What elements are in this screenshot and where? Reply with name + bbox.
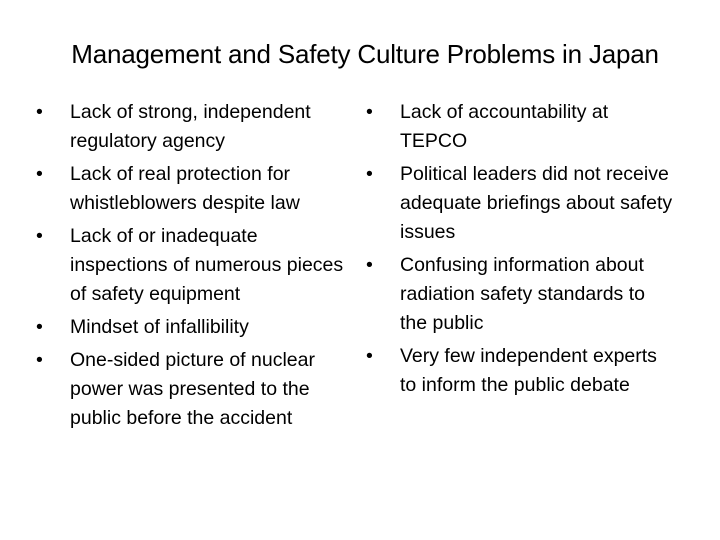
list-item: [36, 160, 356, 218]
left-bullet-list: [36, 98, 356, 437]
list-item: [36, 313, 356, 342]
bullet-icon: •: [36, 225, 43, 247]
bullet-icon: •: [36, 101, 43, 123]
list-item-text: Lack of accountability at TEPCO: [400, 101, 609, 152]
bullet-icon: •: [366, 254, 373, 276]
list-item-text: Lack of strong, independent regulatory agency: [70, 101, 311, 152]
list-item-text: Lack of or inadequate inspections of numerous pieces of safety equipment: [70, 225, 344, 305]
list-item-text: Confusing information about radiation safety standards to the public: [400, 254, 645, 334]
list-item-text: One-sided picture of nuclear power was presented to the public before the accident: [70, 349, 315, 429]
bullet-icon: •: [36, 163, 43, 185]
list-item-text: Political leaders did not receive adequate briefings about safety issues: [400, 163, 673, 243]
list-item: [366, 251, 676, 338]
list-item-text: Very few independent experts to inform the public debate: [400, 345, 657, 396]
bullet-icon: •: [366, 101, 373, 123]
list-item: [36, 98, 356, 156]
bullet-icon: •: [366, 345, 373, 367]
slide-title: Management and Safety Culture Problems in Japan: [71, 39, 659, 69]
list-item: [366, 342, 676, 400]
bullet-icon: •: [36, 316, 43, 338]
list-item-text: Lack of real protection for whistleblowers despite law: [70, 163, 300, 214]
list-item: [366, 98, 676, 156]
list-item-text: Mindset of infallibility: [70, 316, 249, 338]
list-item: [366, 160, 676, 247]
right-bullet-list: [366, 98, 676, 404]
list-item: [36, 346, 356, 433]
list-item: [36, 222, 356, 309]
bullet-icon: •: [36, 349, 43, 371]
bullet-icon: •: [366, 163, 373, 185]
